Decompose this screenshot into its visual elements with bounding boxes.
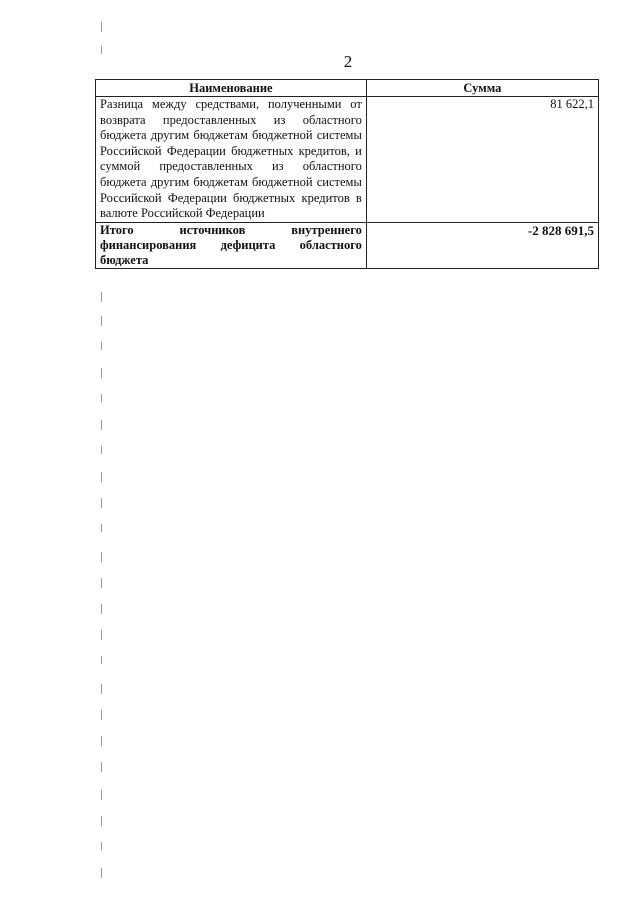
- scan-artifact: [101, 420, 102, 430]
- table-row: [96, 97, 599, 223]
- table-header-row: [96, 80, 599, 97]
- scan-artifact: [101, 524, 102, 532]
- scan-artifact: [101, 498, 102, 508]
- scan-artifact: [101, 22, 102, 32]
- scan-artifact: [101, 292, 102, 302]
- scan-artifact: [101, 472, 102, 482]
- scan-artifact: [101, 446, 102, 454]
- scan-artifact: [101, 316, 102, 326]
- page-number: 2: [343, 52, 353, 71]
- scan-artifact: [101, 342, 102, 350]
- scan-artifact: [101, 842, 102, 850]
- scan-artifact: [101, 790, 102, 800]
- scan-artifact: [101, 394, 102, 402]
- scan-artifact: [101, 736, 102, 746]
- scan-artifact: [101, 368, 102, 378]
- scan-artifact: [101, 868, 102, 878]
- scan-artifact: [101, 684, 102, 694]
- scan-artifact: [101, 762, 102, 772]
- total-name: Итого источников внутреннего финансирования дефицита областного бюджета: [96, 222, 367, 268]
- budget-sources-table: [95, 79, 599, 269]
- scan-artifact: [101, 604, 102, 614]
- header-name: Наименование: [96, 80, 367, 97]
- row-sum: 81 622,1: [366, 97, 598, 223]
- scan-artifact: [101, 46, 102, 54]
- scan-artifact: [101, 552, 102, 562]
- scan-artifact: [101, 630, 102, 640]
- row-name: Разница между средствами, полученными от возврата предоставленных из областного бюджета другим бюджетам бюджетной системы Российской Федерации бюджетных кредитов, и суммой предоставленных из областного бюджета другим бюджетам бюджетной системы Российской Федерации бюджетных кредитов в валюте Российской Федерации: [96, 97, 367, 223]
- scan-artifact: [101, 656, 102, 664]
- scan-artifact: [101, 578, 102, 588]
- scan-artifact: [101, 816, 102, 826]
- total-row: [96, 222, 599, 268]
- scan-artifact: [101, 710, 102, 720]
- total-sum: -2 828 691,5: [366, 222, 598, 268]
- header-sum: Сумма: [366, 80, 598, 97]
